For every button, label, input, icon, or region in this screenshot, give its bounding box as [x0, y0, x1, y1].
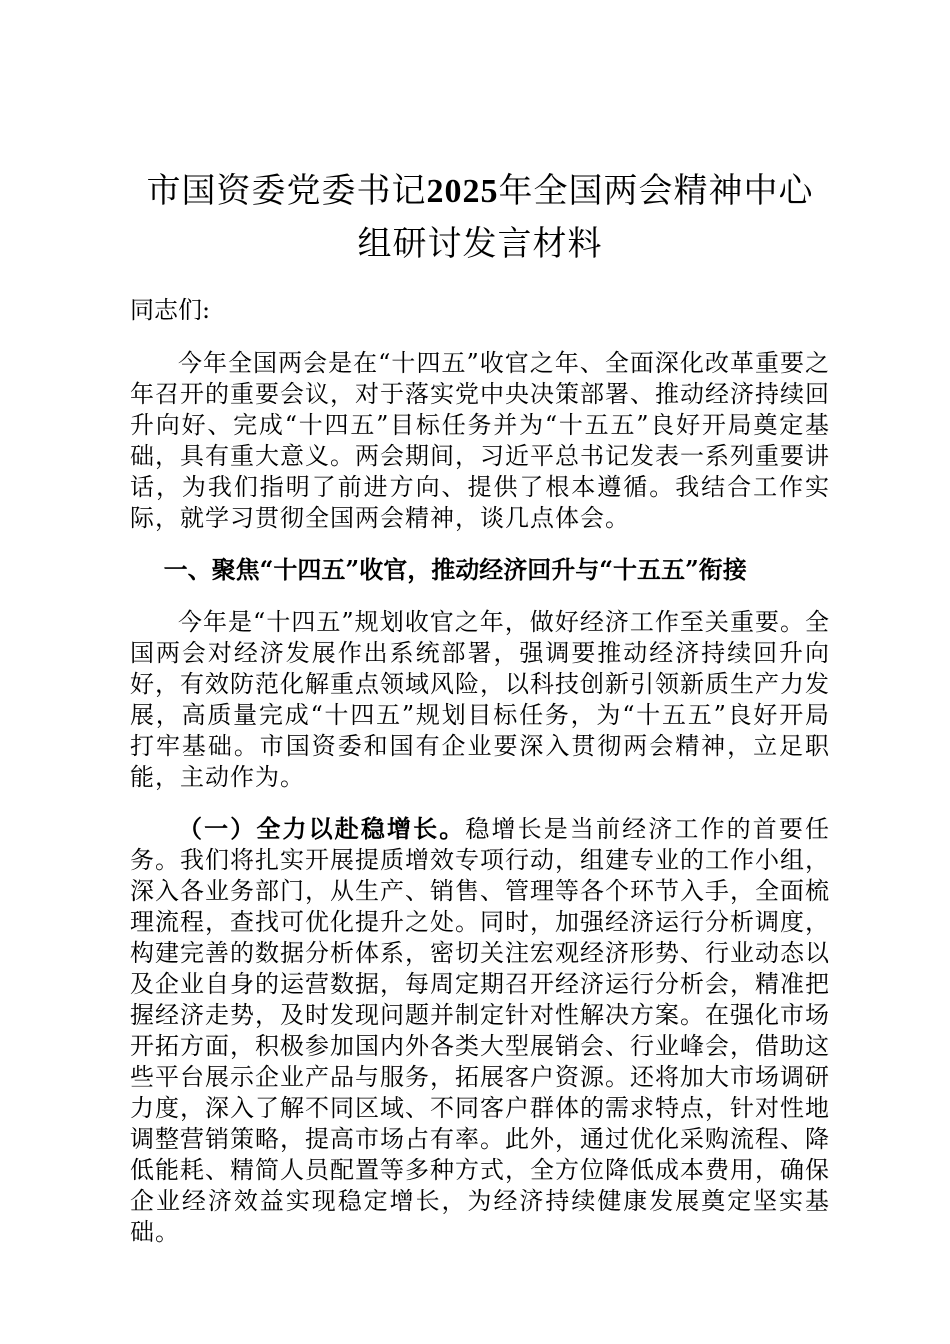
title-part2: 年全国两会精神中心	[498, 171, 814, 211]
subsection1-body: 稳增长是当前经济工作的首要任务。我们将扎实开展提质增效专项行动，组建专业的工作小组，深入各业务部门，从生产、销售、管理等各个环节入手，全面梳理流程，查找可优化提升之处。同时，加强经济运行分析调度，构建完善的数据分析体系，密切关注宏观经济形势、行业动态以及企业自身的运营数据，每周定期召开经济运行分析会，精准把握经济走势，及时发现问题并制定针对性解决方案。在强化市场开拓方面，积极参加国内外各类大型展销会、行业峰会，借助这些平台展示企业产品与服务，拓展客户资源。还将加大市场调研力度，深入了解不同区域、不同客户群体的需求特点，针对性地调整营销策略，提高市场占有率。此外，通过优化采购流程、降低能耗、精简人员配置等多种方式，全方位降低成本费用，确保企业经济效益实现稳定增长，为经济持续健康发展奠定坚实基础。	[130, 815, 830, 1246]
title-year: 2025	[426, 173, 499, 210]
subsection1-paragraph	[130, 813, 830, 1248]
subsection1-lead: （一）全力以赴稳增长。	[178, 814, 466, 843]
document-page	[130, 165, 830, 1268]
salutation: 同志们:	[130, 296, 211, 324]
title-line2: 组研讨发言材料	[357, 224, 603, 264]
intro-paragraph: 今年全国两会是在“十四五”收官之年、全面深化改革重要之年召开的重要会议，对于落实党中央决策部署、推动经济持续回升向好、完成“十四五”目标任务并为“十五五”良好开局奠定基础，具有重大意义。两会期间，习近平总书记发表一系列重要讲话，为我们指明了前进方向、提供了根本遵循。我结合工作实际，就学习贯彻全国两会精神，谈几点体会。	[130, 349, 830, 532]
title-part1: 市国资委党委书记	[146, 171, 427, 211]
section1-paragraph: 今年是“十四五”规划收官之年，做好经济工作至关重要。全国两会对经济发展作出系统部署，强调要推动经济持续回升向好，有效防范化解重点领域风险，以科技创新引领新质生产力发展，高质量完成“十四五”规划目标任务，为“十五五”良好开局打牢基础。市国资委和国有企业要深入贯彻两会精神，立足职能，主动作为。	[130, 608, 830, 791]
section-heading-1: 一、聚焦“十四五”收官，推动经济回升与“十五五”衔接	[163, 555, 747, 584]
document-title	[130, 165, 830, 270]
